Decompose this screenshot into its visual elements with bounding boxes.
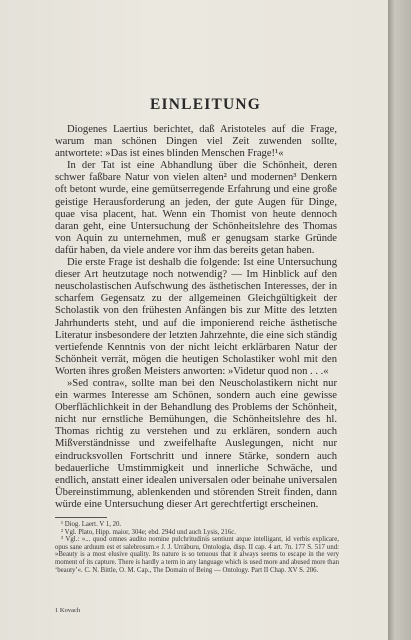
paragraph: In der Tat ist eine Abhandlung über die Schönheit, deren schwer faßbare Natur von vielen alten² und modernen³ Denkern oft betont wurde, eine gemütserregende Erfahrung und eine große geistige Herausforderung an jeden, der gute Augen für Dinge, quae visa placent, hat. Wenn ein Thomist von heute dennoch daran geht, eine Untersuchung der Schönheitslehre des Thomas von Aquin zu unternehmen, muß er genugsam starke Gründe dafür haben, da viele andere vor ihm das bereits getan haben.: [55, 160, 337, 256]
paragraph: Die erste Frage ist deshalb die folgende: Ist eine Untersuchung dieser Art heutzutage noch notwendig? — Im Hinblick auf den neuscholastischen Aufschwung des ästhetischen Interesses, der in scharfem Gegensatz zu der allgemeinen Gleichgültigkeit der Scholastik von den frühesten Anfängen bis zur Mitte des letzten Jahrhunderts steht, und auf die imponierend reiche ästhetische Literatur insbesondere der letzten Jahrzehnte, die eine sich ständig vertiefende Kenntnis von der nicht leicht erklärbaren Natur der Schönheit verrät, mögen die heutigen Scholastiker wohl mit den Worten ihres großen Meisters anworten: »Videtur quod non . . .«: [55, 257, 337, 377]
body-text: [55, 124, 337, 511]
paragraph: »Sed contra«, sollte man bei den Neuscholastikern nicht nur ein warmes Interesse am Schönen, sondern auch eine gewisse Oberflächlichkeit in der Behandlung des Problems der Schönheit, nicht nur ernstliche Bemühungen, die Schönheitslehre des hl. Thomas richtig zu verstehen und zu erklären, sondern auch Mißverständnisse und zweifelhafte Auslegungen, nicht nur eindrucksvollen Fortschritt und innere Stärke, sondern auch bedauerliche Umstimmigkeit und innerliche Schwäche, und endlich, anstatt einer idealen universalen oder beinahe universalen Übereinstimmung, ablenkenden und störenden Streit finden, dann würde eine Untersuchung dieser Art gerechtfertigt erscheinen.: [55, 377, 337, 510]
printer-signature: 1 Kovach: [55, 607, 81, 614]
footnote: ¹ Diog. Laert. V 1, 20.: [61, 521, 122, 528]
footnote: ³ Vgl.: »... quod omnes audito nomine pulchritudinis sentiunt atque intelligant, id verbis explicare, opus sane arduum est et salebrosum.« J. J. Urráburu, Ontologia, disp. II cap. 4 art. 7n. 177 S. 517 und: »Beauty is a most elusive quality. Its nature is so tenuous that it always seems to escape in the very moment of its capture. There is hardly a term in any language which is used more and abused more than ‘beauty’«. C. N. Bittle, O. M. Cap., The Domain of Being — Ontology. Part II Chap. XV S. 206.: [55, 536, 339, 574]
book-edge: [388, 0, 411, 640]
chapter-heading: EINLEITUNG: [150, 96, 262, 113]
paragraph: Diogenes Laertius berichtet, daß Aristoteles auf die Frage, warum man schönen Dingen viel Zeit zuwenden sollte, antwortete: »Das ist eines blinden Menschen Frage!¹«: [55, 124, 337, 160]
footnote-rule: [55, 517, 107, 518]
footnotes: [55, 521, 339, 574]
footnote: ² Vgl. Plato, Hipp. maior, 304e; ebd. 294d und auch Lysis, 216c.: [61, 528, 236, 536]
